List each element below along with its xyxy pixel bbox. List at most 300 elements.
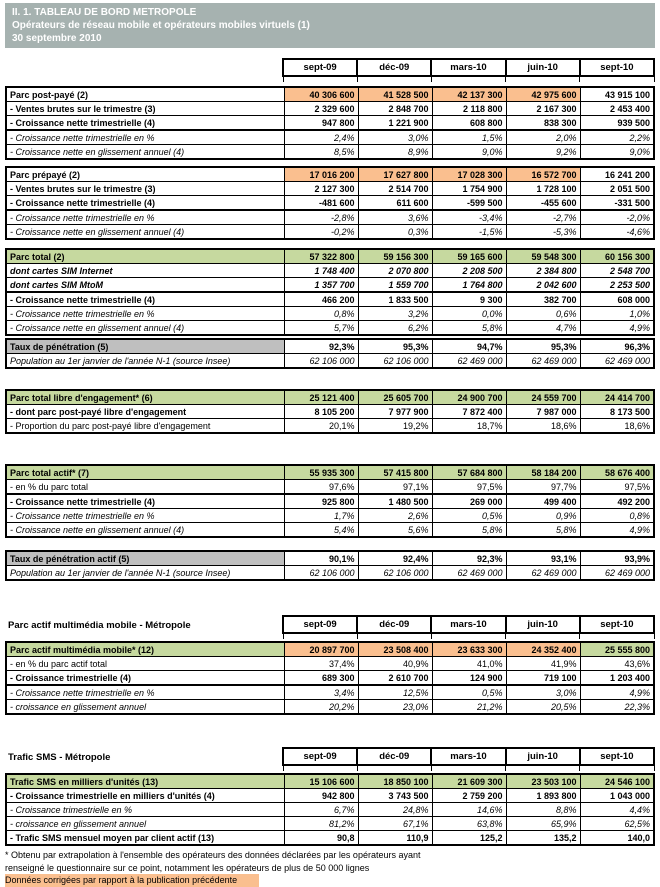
cell-juin-10: 2 042 600: [506, 278, 580, 293]
table-row: [6, 642, 654, 657]
cell-mars-10: 57 684 800: [432, 465, 506, 480]
cell-mars-10: 97,5%: [432, 480, 506, 495]
cell-déc-09: 3,6%: [358, 210, 432, 225]
cell-déc-09: 62 106 000: [358, 354, 432, 369]
cell-mars-10: 5,8%: [432, 523, 506, 538]
sms-column-header-title: Trafic SMS - Métropole: [8, 752, 111, 763]
cell-juin-10: 838 300: [506, 116, 580, 131]
cell-mars-10: 18,7%: [432, 419, 506, 434]
cell-mars-10: 125,2: [432, 831, 506, 846]
cell-déc-09: 62 106 000: [358, 566, 432, 581]
cell-sept-09: 25 121 400: [284, 390, 358, 405]
cell-sept-09: 689 300: [284, 671, 358, 686]
cell-déc-09: 5,6%: [358, 523, 432, 538]
cell-sept-09: 0,8%: [284, 307, 358, 321]
report-body: [0, 58, 660, 846]
cell-sept-10: 60 156 300: [580, 249, 654, 264]
row-label: - Croissance nette trimestrielle en %: [6, 210, 284, 225]
cell-mars-10: 14,6%: [432, 803, 506, 817]
column-header-sept-10: sept-10: [580, 616, 654, 633]
cell-sept-10: 1 203 400: [580, 671, 654, 686]
grid-line: [283, 76, 357, 82]
cell-déc-09: 3,2%: [358, 307, 432, 321]
row-label: - croissance en glissement annuel: [6, 700, 284, 715]
cell-sept-10: 62 469 000: [580, 354, 654, 369]
row-label: - Croissance nette en glissement annuel (4): [6, 321, 284, 336]
parc-multimedia-table: [5, 641, 655, 715]
cell-juin-10: 135,2: [506, 831, 580, 846]
row-label: - Croissance nette en glissement annuel (4): [6, 225, 284, 240]
table-row: [6, 225, 654, 240]
table-row: [6, 700, 654, 715]
cell-juin-10: 499 400: [506, 494, 580, 509]
table-row: [6, 145, 654, 160]
parc-post-paye-table: [5, 86, 655, 160]
cell-mars-10: 92,3%: [432, 551, 506, 566]
cell-mars-10: 1 764 800: [432, 278, 506, 293]
table-row: [6, 167, 654, 182]
cell-sept-10: 2 051 500: [580, 182, 654, 196]
table-row: [6, 405, 654, 419]
cell-sept-09: 90,1%: [284, 551, 358, 566]
row-label: - Croissance nette trimestrielle en %: [6, 130, 284, 145]
table-row: [6, 523, 654, 538]
row-label: - Croissance trimestrielle en %: [6, 803, 284, 817]
cell-sept-09: -481 600: [284, 196, 358, 211]
column-header-juin-10: juin-10: [506, 748, 580, 765]
cell-mars-10: 269 000: [432, 494, 506, 509]
table-row: [6, 196, 654, 211]
cell-mars-10: 94,7%: [432, 339, 506, 354]
cell-sept-10: 25 555 800: [580, 642, 654, 657]
cell-mars-10: 0,5%: [432, 509, 506, 523]
cell-sept-09: 40 306 600: [284, 87, 358, 102]
footnote-corrected-data: Données corrigées par rapport à la publication précédente: [5, 874, 259, 887]
table-row: [6, 354, 654, 369]
grid-line: [580, 765, 654, 771]
column-header-stub: [5, 633, 654, 639]
cell-sept-10: 608 000: [580, 292, 654, 307]
cell-déc-09: 7 977 900: [358, 405, 432, 419]
taux-penetration-table: [5, 338, 655, 369]
row-label: - Croissance trimestrielle (4): [6, 671, 284, 686]
table-row: [6, 803, 654, 817]
cell-sept-10: 492 200: [580, 494, 654, 509]
cell-sept-10: 0,8%: [580, 509, 654, 523]
cell-déc-09: 24,8%: [358, 803, 432, 817]
cell-juin-10: 719 100: [506, 671, 580, 686]
cell-sept-09: 62 106 000: [284, 566, 358, 581]
column-header-sept-10: sept-10: [580, 59, 654, 76]
cell-juin-10: 59 548 300: [506, 249, 580, 264]
sms-column-header: [5, 747, 655, 771]
grid-line: [580, 633, 654, 639]
cell-déc-09: 19,2%: [358, 419, 432, 434]
column-header-stub: [5, 765, 654, 771]
footnote-extrapolation-line1: * Obtenu par extrapolation à l'ensemble des opérateurs des données déclarées par les opérateurs ayant: [5, 850, 421, 860]
footnote-extrapolation-line2: renseigné le questionnaire sur ce point, notamment les opérateurs de plus de 50 000 lignes: [5, 862, 370, 873]
cell-mars-10: 1 754 900: [432, 182, 506, 196]
column-header-juin-10: juin-10: [506, 59, 580, 76]
cell-déc-09: 40,9%: [358, 657, 432, 671]
row-label: - Croissance nette trimestrielle (4): [6, 292, 284, 307]
table-row: [6, 465, 654, 480]
table-row: [6, 671, 654, 686]
cell-mars-10: 21,2%: [432, 700, 506, 715]
cell-sept-09: 925 800: [284, 494, 358, 509]
grid-line: [283, 633, 357, 639]
table-row: [6, 210, 654, 225]
cell-sept-09: 20,2%: [284, 700, 358, 715]
spacer: [5, 765, 283, 771]
table-row: [6, 566, 654, 581]
cell-juin-10: 7 987 000: [506, 405, 580, 419]
row-label: Taux de pénétration (5): [6, 339, 284, 354]
grid-line: [431, 633, 505, 639]
cell-juin-10: 95,3%: [506, 339, 580, 354]
table-row: [6, 774, 654, 789]
cell-sept-10: 4,9%: [580, 321, 654, 336]
cell-juin-10: 24 352 400: [506, 642, 580, 657]
cell-déc-09: 0,3%: [358, 225, 432, 240]
cell-juin-10: -2,7%: [506, 210, 580, 225]
cell-mars-10: 124 900: [432, 671, 506, 686]
column-header-juin-10: juin-10: [506, 616, 580, 633]
cell-sept-10: 4,4%: [580, 803, 654, 817]
spacer: [5, 76, 283, 82]
table-row: [6, 116, 654, 131]
multimedia-column-header-title: Parc actif multimédia mobile - Métropole: [8, 620, 191, 631]
cell-déc-09: 1 833 500: [358, 292, 432, 307]
row-label: - Trafic SMS mensuel moyen par client actif (13): [6, 831, 284, 846]
column-header-sept-09: sept-09: [283, 59, 357, 76]
row-label: - Croissance nette trimestrielle (4): [6, 116, 284, 131]
cell-déc-09: 1 559 700: [358, 278, 432, 293]
report-title: II. 1. TABLEAU DE BORD METROPOLE: [12, 7, 197, 18]
cell-juin-10: 23 503 100: [506, 774, 580, 789]
cell-mars-10: 24 900 700: [432, 390, 506, 405]
cell-sept-10: 24 546 100: [580, 774, 654, 789]
column-header-déc-09: déc-09: [357, 748, 431, 765]
cell-juin-10: 65,9%: [506, 817, 580, 831]
trafic-sms-table: [5, 773, 655, 846]
row-label: - Proportion du parc post-payé libre d'engagement: [6, 419, 284, 434]
row-label: - en % du parc total: [6, 480, 284, 495]
parc-prepaye-table: [5, 166, 655, 240]
cell-déc-09: 97,1%: [358, 480, 432, 495]
cell-juin-10: 0,6%: [506, 307, 580, 321]
cell-sept-10: 24 414 700: [580, 390, 654, 405]
cell-mars-10: 59 165 600: [432, 249, 506, 264]
cell-juin-10: 382 700: [506, 292, 580, 307]
cell-juin-10: -5,3%: [506, 225, 580, 240]
cell-juin-10: 62 469 000: [506, 354, 580, 369]
table-row: [6, 419, 654, 434]
cell-déc-09: 23 508 400: [358, 642, 432, 657]
row-label: - Croissance nette trimestrielle en %: [6, 685, 284, 700]
cell-sept-09: 20,1%: [284, 419, 358, 434]
cell-sept-10: 43,6%: [580, 657, 654, 671]
table-row: [6, 130, 654, 145]
table-row: [6, 307, 654, 321]
cell-mars-10: 1,5%: [432, 130, 506, 145]
row-label: dont cartes SIM Internet: [6, 264, 284, 278]
cell-mars-10: 0,0%: [432, 307, 506, 321]
cell-déc-09: 57 415 800: [358, 465, 432, 480]
column-header-stub: [5, 76, 654, 82]
cell-sept-10: 4,9%: [580, 523, 654, 538]
cell-déc-09: 1 480 500: [358, 494, 432, 509]
row-label: - dont parc post-payé libre d'engagement: [6, 405, 284, 419]
cell-déc-09: 23,0%: [358, 700, 432, 715]
cell-sept-09: 1 748 400: [284, 264, 358, 278]
cell-sept-10: 16 241 200: [580, 167, 654, 182]
parc-total-table: [5, 248, 655, 336]
cell-sept-10: 58 676 400: [580, 465, 654, 480]
table-row: [6, 249, 654, 264]
cell-sept-09: 5,7%: [284, 321, 358, 336]
column-header-sept-10: sept-10: [580, 748, 654, 765]
parc-libre-engagement-table: [5, 389, 655, 434]
cell-mars-10: 9,0%: [432, 145, 506, 160]
cell-sept-10: 22,3%: [580, 700, 654, 715]
cell-juin-10: -455 600: [506, 196, 580, 211]
row-label: - Ventes brutes sur le trimestre (3): [6, 102, 284, 116]
cell-juin-10: 97,7%: [506, 480, 580, 495]
cell-déc-09: 1 221 900: [358, 116, 432, 131]
table-row: [6, 87, 654, 102]
cell-mars-10: 41,0%: [432, 657, 506, 671]
cell-sept-09: 3,4%: [284, 685, 358, 700]
cell-juin-10: 1 893 800: [506, 789, 580, 803]
grid-line: [357, 76, 431, 82]
cell-sept-09: 57 322 800: [284, 249, 358, 264]
cell-déc-09: 2 070 800: [358, 264, 432, 278]
cell-sept-09: 6,7%: [284, 803, 358, 817]
multimedia-column-header: [5, 615, 655, 639]
report-subtitle: Opérateurs de réseau mobile et opérateurs mobiles virtuels (1): [12, 20, 310, 31]
table-row: [6, 480, 654, 495]
parc-total-actif-table: [5, 464, 655, 538]
table-row: [6, 831, 654, 846]
cell-déc-09: 110,9: [358, 831, 432, 846]
cell-sept-10: 4,9%: [580, 685, 654, 700]
cell-sept-09: 17 016 200: [284, 167, 358, 182]
row-label: Parc total actif* (7): [6, 465, 284, 480]
cell-déc-09: 2 848 700: [358, 102, 432, 116]
table-row: [6, 339, 654, 354]
table-row: [6, 278, 654, 293]
cell-mars-10: 62 469 000: [432, 354, 506, 369]
column-header-mars-10: mars-10: [431, 748, 505, 765]
cell-sept-09: 8 105 200: [284, 405, 358, 419]
cell-sept-10: 62 469 000: [580, 566, 654, 581]
cell-sept-09: 37,4%: [284, 657, 358, 671]
cell-sept-09: 5,4%: [284, 523, 358, 538]
cell-mars-10: 23 633 300: [432, 642, 506, 657]
cell-juin-10: 2 384 800: [506, 264, 580, 278]
cell-juin-10: 93,1%: [506, 551, 580, 566]
cell-déc-09: 18 850 100: [358, 774, 432, 789]
table-row: [6, 551, 654, 566]
column-header-déc-09: déc-09: [357, 59, 431, 76]
table-row: [6, 182, 654, 196]
cell-mars-10: -3,4%: [432, 210, 506, 225]
cell-sept-09: 1 357 700: [284, 278, 358, 293]
row-label: Population au 1er janvier de l'année N-1 (source Insee): [6, 566, 284, 581]
cell-sept-10: -4,6%: [580, 225, 654, 240]
cell-mars-10: 2 118 800: [432, 102, 506, 116]
cell-juin-10: 8,8%: [506, 803, 580, 817]
cell-sept-09: 92,3%: [284, 339, 358, 354]
cell-juin-10: 1 728 100: [506, 182, 580, 196]
cell-juin-10: 18,6%: [506, 419, 580, 434]
column-header-sept-09: sept-09: [283, 616, 357, 633]
cell-sept-09: -2,8%: [284, 210, 358, 225]
cell-mars-10: 5,8%: [432, 321, 506, 336]
grid-line: [283, 765, 357, 771]
cell-sept-09: 2 329 600: [284, 102, 358, 116]
cell-sept-10: 2 253 500: [580, 278, 654, 293]
table-row: [6, 102, 654, 116]
cell-déc-09: 2 610 700: [358, 671, 432, 686]
report-title-banner: [5, 3, 655, 48]
cell-déc-09: 17 627 800: [358, 167, 432, 182]
row-label: Trafic SMS en milliers d'unités (13): [6, 774, 284, 789]
table-row: [6, 509, 654, 523]
cell-sept-10: 2 548 700: [580, 264, 654, 278]
row-label: Parc actif multimédia mobile* (12): [6, 642, 284, 657]
column-header-row: [5, 59, 654, 76]
row-label: - Croissance nette trimestrielle en %: [6, 509, 284, 523]
row-label: Parc post-payé (2): [6, 87, 284, 102]
row-label: Parc total (2): [6, 249, 284, 264]
cell-sept-10: 2 453 400: [580, 102, 654, 116]
cell-mars-10: 608 800: [432, 116, 506, 131]
cell-déc-09: 2 514 700: [358, 182, 432, 196]
grid-line: [506, 765, 580, 771]
cell-mars-10: 0,5%: [432, 685, 506, 700]
cell-sept-09: 947 800: [284, 116, 358, 131]
cell-mars-10: -599 500: [432, 196, 506, 211]
cell-sept-09: 942 800: [284, 789, 358, 803]
cell-sept-10: 939 500: [580, 116, 654, 131]
cell-mars-10: 2 759 200: [432, 789, 506, 803]
column-header-sept-09: sept-09: [283, 748, 357, 765]
row-label: - en % du parc actif total: [6, 657, 284, 671]
cell-déc-09: 67,1%: [358, 817, 432, 831]
grid-line: [506, 633, 580, 639]
cell-déc-09: 25 605 700: [358, 390, 432, 405]
cell-sept-09: 466 200: [284, 292, 358, 307]
row-label: - Croissance nette trimestrielle (4): [6, 196, 284, 211]
cell-juin-10: 2 167 300: [506, 102, 580, 116]
row-label: - Croissance nette en glissement annuel (4): [6, 523, 284, 538]
cell-mars-10: 9 300: [432, 292, 506, 307]
cell-sept-10: -2,0%: [580, 210, 654, 225]
grid-line: [357, 765, 431, 771]
cell-sept-10: 1,0%: [580, 307, 654, 321]
cell-sept-09: 2,4%: [284, 130, 358, 145]
cell-sept-09: 8,5%: [284, 145, 358, 160]
cell-juin-10: 58 184 200: [506, 465, 580, 480]
table-row: [6, 494, 654, 509]
cell-mars-10: 63,8%: [432, 817, 506, 831]
row-label: dont cartes SIM MtoM: [6, 278, 284, 293]
row-label: Population au 1er janvier de l'année N-1 (source Insee): [6, 354, 284, 369]
cell-sept-10: 18,6%: [580, 419, 654, 434]
cell-juin-10: 4,7%: [506, 321, 580, 336]
cell-sept-09: 90,8: [284, 831, 358, 846]
cell-déc-09: 8,9%: [358, 145, 432, 160]
cell-sept-10: 93,9%: [580, 551, 654, 566]
row-label: - Croissance trimestrielle en milliers d'unités (4): [6, 789, 284, 803]
grid-line: [431, 76, 505, 82]
column-header-row: [5, 616, 654, 633]
row-label: - croissance en glissement annuel: [6, 817, 284, 831]
cell-mars-10: 7 872 400: [432, 405, 506, 419]
row-label: - Croissance nette trimestrielle (4): [6, 494, 284, 509]
table-row: [6, 390, 654, 405]
cell-déc-09: 12,5%: [358, 685, 432, 700]
cell-sept-10: -331 500: [580, 196, 654, 211]
cell-déc-09: 92,4%: [358, 551, 432, 566]
cell-sept-09: 2 127 300: [284, 182, 358, 196]
cell-sept-10: 8 173 500: [580, 405, 654, 419]
cell-juin-10: 41,9%: [506, 657, 580, 671]
cell-mars-10: 62 469 000: [432, 566, 506, 581]
cell-déc-09: 6,2%: [358, 321, 432, 336]
cell-sept-09: -0,2%: [284, 225, 358, 240]
cell-juin-10: 20,5%: [506, 700, 580, 715]
footnotes: [5, 849, 655, 887]
column-header-déc-09: déc-09: [357, 616, 431, 633]
cell-sept-09: 81,2%: [284, 817, 358, 831]
cell-sept-10: 9,0%: [580, 145, 654, 160]
cell-juin-10: 24 559 700: [506, 390, 580, 405]
cell-sept-10: 43 915 100: [580, 87, 654, 102]
cell-mars-10: -1,5%: [432, 225, 506, 240]
column-header-row: [5, 748, 654, 765]
grid-line: [580, 76, 654, 82]
cell-déc-09: 95,3%: [358, 339, 432, 354]
cell-sept-09: 15 106 600: [284, 774, 358, 789]
table-row: [6, 321, 654, 336]
cell-juin-10: 5,8%: [506, 523, 580, 538]
taux-penetration-actif-table: [5, 550, 655, 581]
table-row: [6, 685, 654, 700]
spacer: [5, 633, 283, 639]
grid-line: [357, 633, 431, 639]
cell-mars-10: 21 609 300: [432, 774, 506, 789]
cell-mars-10: 42 137 300: [432, 87, 506, 102]
row-label: Taux de pénétration actif (5): [6, 551, 284, 566]
cell-sept-10: 96,3%: [580, 339, 654, 354]
cell-juin-10: 42 975 600: [506, 87, 580, 102]
cell-juin-10: 16 572 700: [506, 167, 580, 182]
spacer: [5, 59, 283, 76]
cell-déc-09: 611 600: [358, 196, 432, 211]
table-row: [6, 292, 654, 307]
row-label: - Croissance nette en glissement annuel (4): [6, 145, 284, 160]
report-date: 30 septembre 2010: [12, 33, 102, 44]
table-row: [6, 657, 654, 671]
table-row: [6, 789, 654, 803]
cell-sept-09: 55 935 300: [284, 465, 358, 480]
row-label: Parc prépayé (2): [6, 167, 284, 182]
cell-sept-10: 62,5%: [580, 817, 654, 831]
cell-sept-10: 2,2%: [580, 130, 654, 145]
